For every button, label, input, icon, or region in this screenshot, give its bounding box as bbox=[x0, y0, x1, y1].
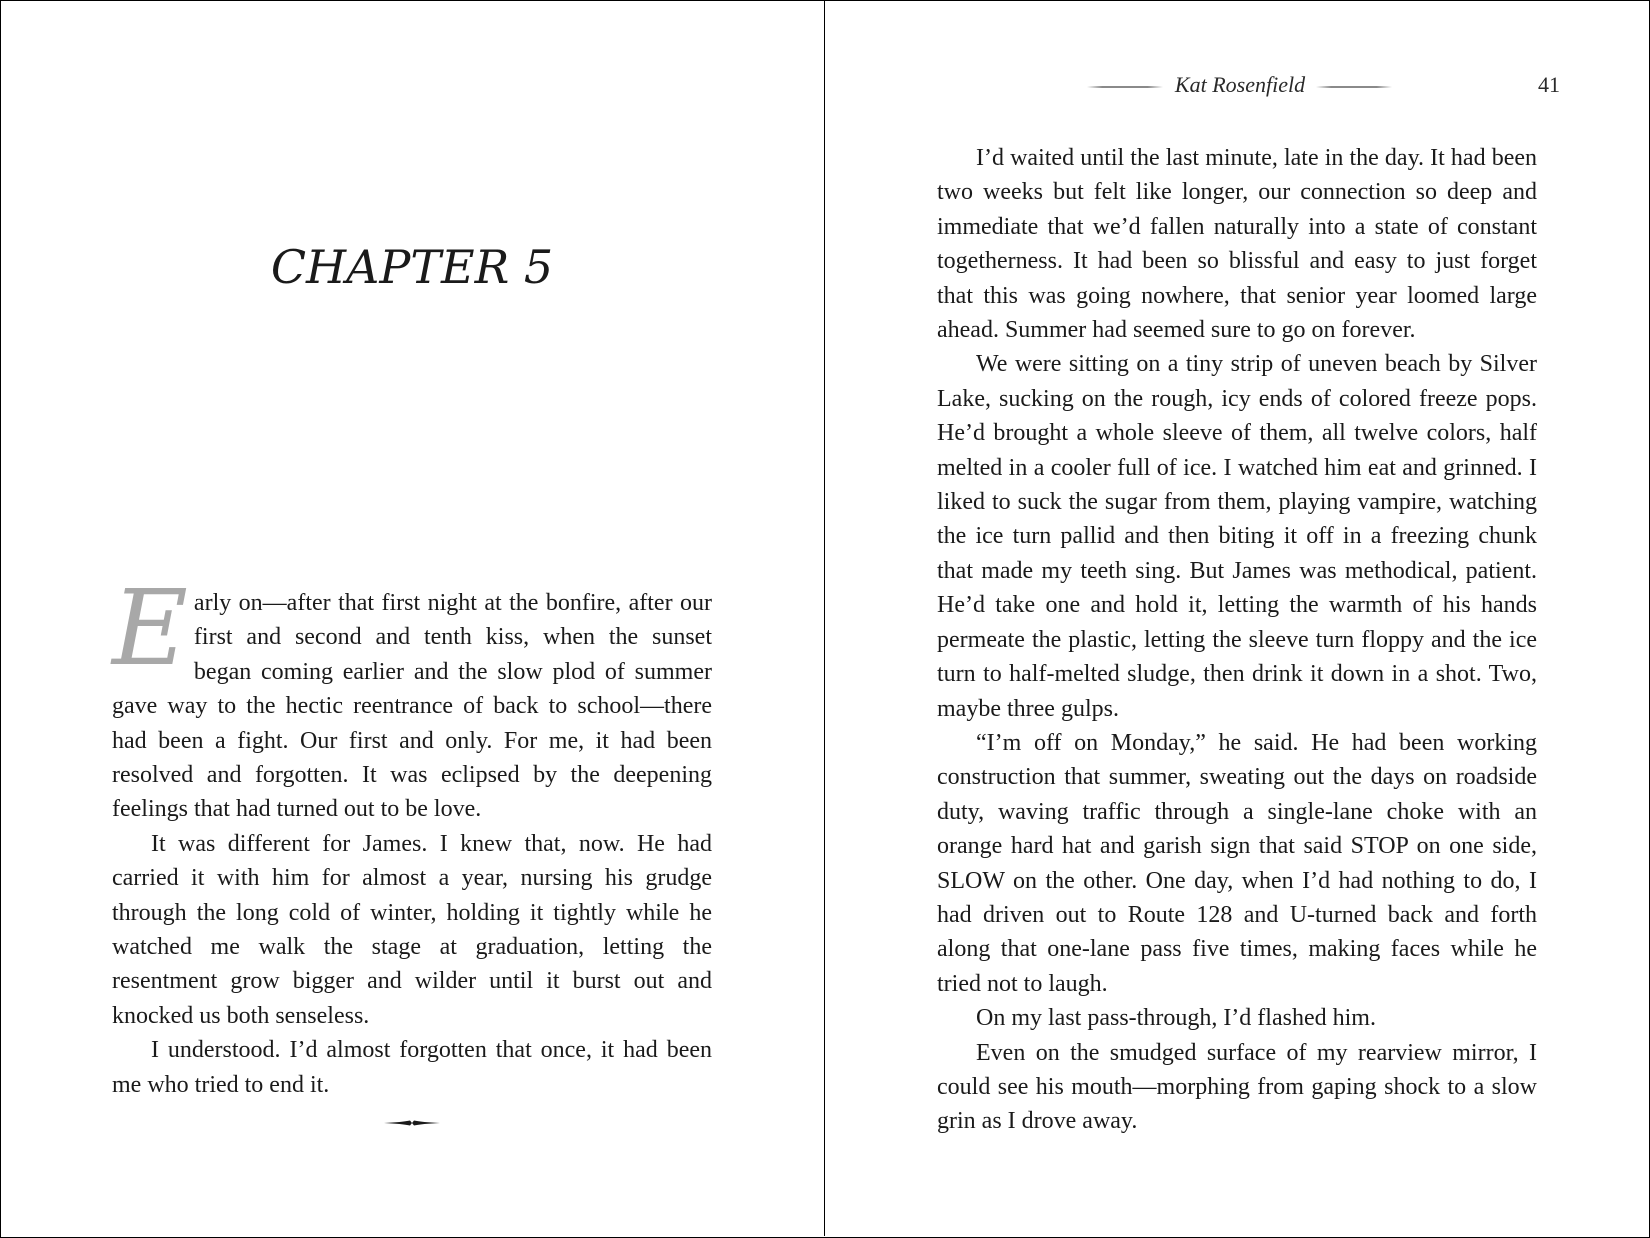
paragraph: On my last pass-through, I’d flashed him. bbox=[976, 1005, 1376, 1032]
left-page-body bbox=[112, 567, 712, 1102]
running-head-rule-right bbox=[1316, 86, 1392, 88]
section-end-ornament bbox=[382, 1117, 442, 1129]
paragraph: Even on the smudged surface of my rearview mirror, I could see his mouth—morphing from gaping shock to a slow grin as I drove away. bbox=[937, 1039, 1537, 1135]
running-head-rule-left bbox=[1087, 86, 1163, 88]
paragraph bbox=[112, 567, 712, 827]
paragraph: “I’m off on Monday,” he said. He had been working construction that summer, sweating out the days on roadside duty, waving traffic through a single-lane choke with an orange hard hat and garish sign that said STOP on one side, SLOW on the other. One day, when I’d had nothing to do, I had driven out to Route 128 and U-turned back and forth along that one-lane pass five times, making faces while he tried not to laugh. bbox=[937, 729, 1537, 997]
running-head-author: Kat Rosenfield bbox=[1174, 72, 1306, 97]
right-page bbox=[825, 0, 1649, 1236]
paragraph: I’d waited until the last minute, late in the day. It had been two weeks but felt like longer, our connection so deep and immediate that we’d fallen naturally into a state of constant togetherness. It had been so blissful and easy to just forget that this was going nowhere, that senior year loomed large ahead. Summer had seemed sure to go on forever. bbox=[937, 145, 1537, 344]
paragraph: It was different for James. I knew that, now. He had carried it with him for almost a year, nursing his grudge through the long cold of winter, holding it tightly while he watched me walk the stage at graduation, letting the resentment grow bigger and wilder until it burst out and knocked us both senseless. bbox=[112, 830, 712, 1029]
drop-cap: E bbox=[112, 567, 188, 689]
right-page-body bbox=[937, 141, 1537, 1139]
chapter-title: CHAPTER 5 bbox=[270, 240, 554, 294]
paragraph-text: arly on—after that first night at the bonfire, after our first and second and tenth kiss, when the sunset began coming earlier and the slow plod of summer gave way to the hectic reentrance of back to school—there had been a fight. Our first and only. For me, it had been resolved and forgotten. It was eclipsed by the deepening feelings that had turned out to be love. bbox=[112, 590, 712, 823]
page-number: 41 bbox=[1538, 72, 1560, 97]
paragraph: I understood. I’d almost forgotten that once, it had been me who tried to end it. bbox=[112, 1037, 712, 1098]
left-page bbox=[0, 0, 824, 1236]
running-head bbox=[825, 66, 1649, 106]
paragraph: We were sitting on a tiny strip of uneven beach by Silver Lake, sucking on the rough, icy ends of colored freeze pops. He’d brought a whole sleeve of them, all twelve colors, half melted in a cooler full of ice. I watched him eat and grinned. I liked to suck the sugar from them, playing vampire, watching the ice turn pallid and then biting it off in a freezing chunk that made my teeth sing. But James was methodical, patient. He’d take one and hold it, letting the warmth of his hands permeate the plastic, letting the sleeve turn floppy and the ice turn to half-melted sludge, then drink it down in a shot. Two, maybe three gulps. bbox=[937, 351, 1537, 722]
